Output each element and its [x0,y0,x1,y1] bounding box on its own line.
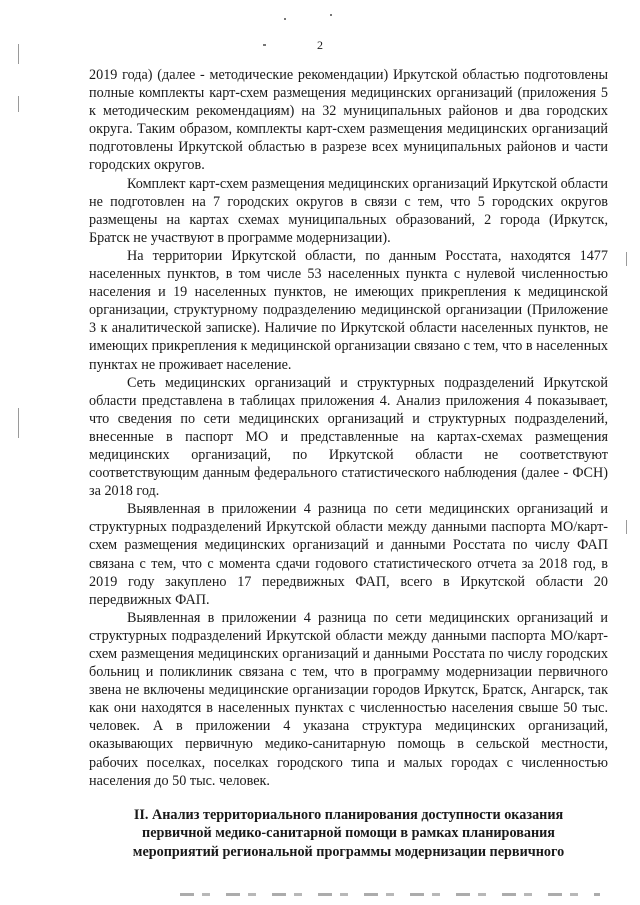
page-number: 2 [317,38,323,52]
paragraph-1: 2019 года) (далее - методические рекомендации) Иркутской областью подготовлены полные комплекты карт-схем размещения медицинских организаций (приложения 5 к методическим рекомендациям) на 32 муниципальных районов и два городских округа. Таким образом, комплекты карт-схем размещения медицинских организаций подготовлены Иркутской областью в разрезе всех муниципальных районов и части городских округов. [89,67,608,174]
scan-mark [263,44,266,46]
paragraph-4: Сеть медицинских организаций и структурных подразделений Иркутской области представлена в таблицах приложения 4. Анализ приложения 4 показывает, что сведения по сети медицинских организаций и структурных подразделений, внесенные в паспорт МО и представленные на картах-схемах размещения медицинских организаций, по Иркутской области не соответствуют соответствующим данным федерального статистического наблюдения (далее - ФСН) за 2018 год. [89,374,608,500]
scan-mark [330,14,332,16]
left-margin-line [18,44,19,64]
document-body [89,66,608,861]
left-margin-line [18,96,19,112]
paragraph-3: На территории Иркутской области, по данным Росстата, находятся 1477 населенных пунктов, в том числе 53 населенных пункта с нулевой численностью населения и 19 населенных пунктов, не имеющих прикрепления к медицинской организации, структурному подразделению медицинской организации (Приложение 3 к аналитической записке). Наличие по Иркутской области населенных пунктов, не имеющих прикрепления к медицинской организации связано с тем, что в населенных пунктах не проживает население. [89,247,608,373]
scan-noise-bottom [180,893,600,896]
scan-mark [284,18,286,20]
left-margin-line [18,408,19,438]
right-margin-line [626,252,627,266]
paragraph-6: Выявленная в приложении 4 разница по сети медицинских организаций и структурных подразделений Иркутской области между данными паспорта МО/карт-схем размещения медицинских организаций и данными Росстата по числу городских больниц и поликлиник связана с тем, что в программу модернизации первичного звена не включены медицинские организации городов Иркутск, Братск, Ангарск, так как они находятся в населенных пунктах с численностью населения свыше 50 тыс. человек. А в приложении 4 указана структура медицинских организаций, оказывающих первичную медико-санитарную помощь в сельской местности, рабочих поселках, поселках городского типа и малых городах с численностью населения до 50 тыс. человек. [89,609,608,789]
paragraph-5: Выявленная в приложении 4 разница по сети медицинских организаций и структурных подразделений Иркутской области между данными паспорта МО/карт-схем размещения медицинских организаций и данными Росстата по числу ФАП связана с тем, что с момента сдачи годового статистического отчета за 2018 год, в 2019 году закуплено 17 передвижных ФАП, всего в Иркутской области 20 передвижных ФАП. [89,501,608,608]
section-heading: II. Анализ территориального планирования доступности оказания первичной медико-санитарной помощи в рамках планирования мероприятий региональной программы модернизации первичного [132,806,565,860]
right-margin-line [626,520,627,534]
paragraph-2: Комплект карт-схем размещения медицинских организаций Иркутской области не подготовлен на 7 городских округов в связи с тем, что 5 городских округов размещены на картах схемах муниципальных образований, 2 города (Иркутск, Братск не участвуют в программе модернизации). [89,175,608,246]
